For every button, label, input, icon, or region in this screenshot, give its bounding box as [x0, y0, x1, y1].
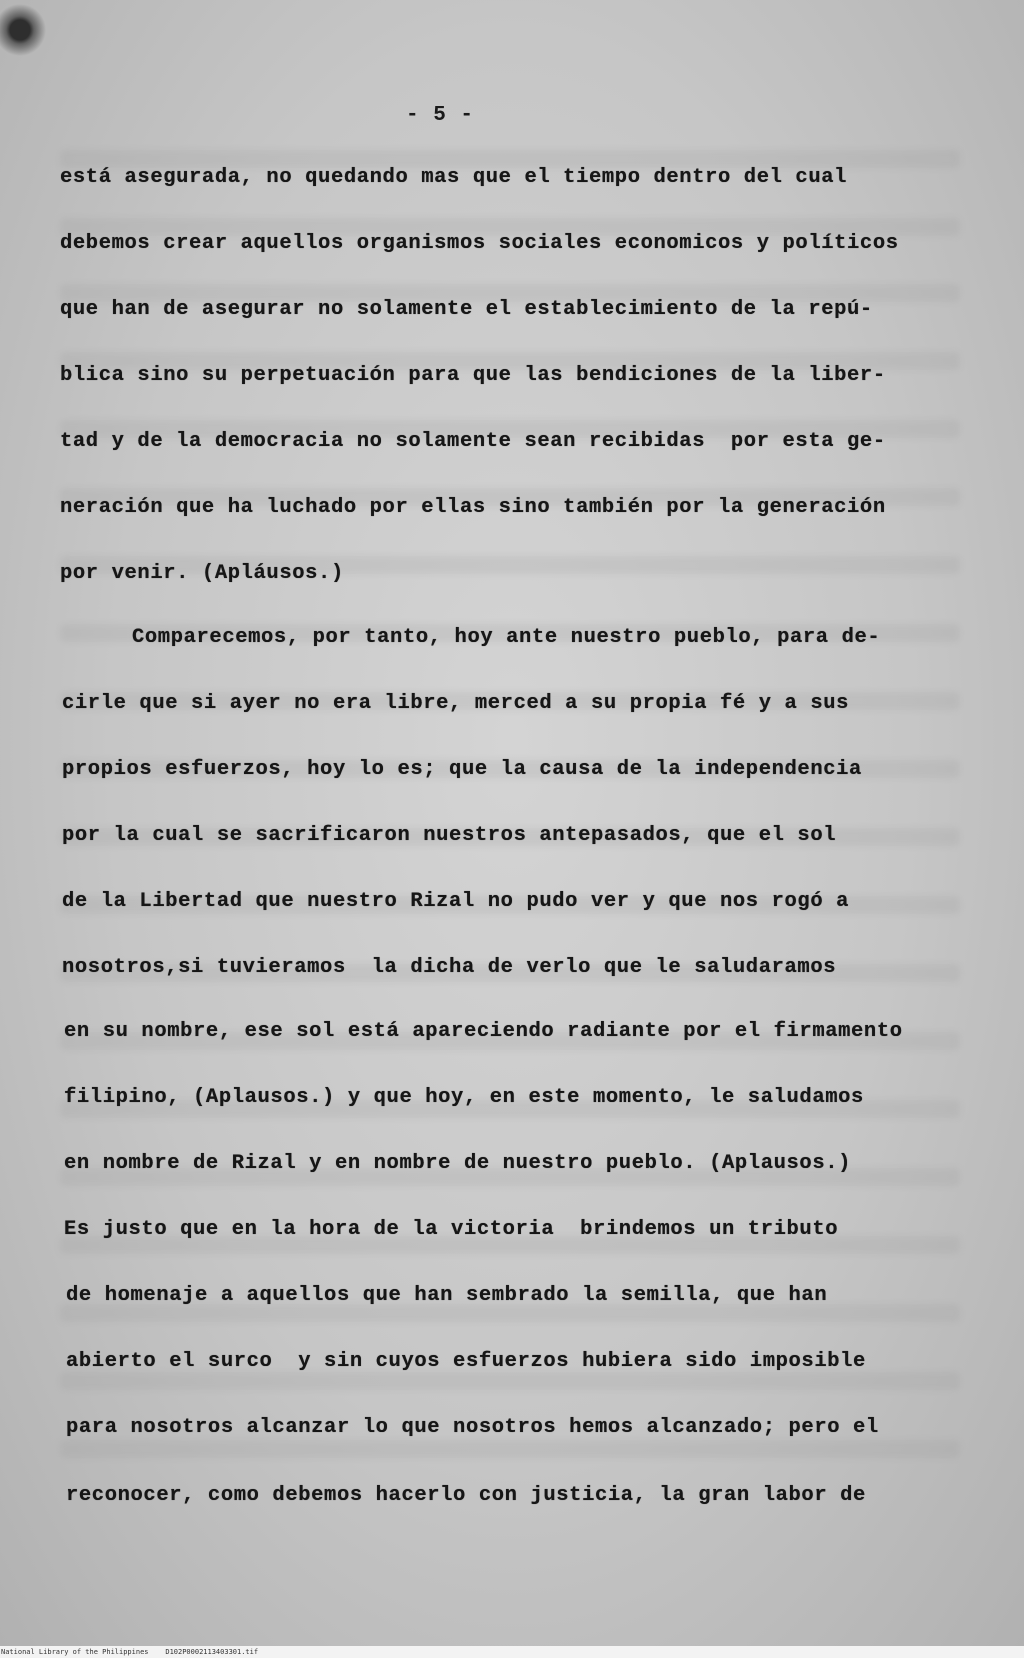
text-line: de homenaje a aquellos que han sembrado la semilla, que han — [66, 1284, 828, 1307]
bleed-through-text — [60, 1440, 960, 1458]
text-line: blica sino su perpetuación para que las bendiciones de la liber- — [60, 364, 886, 387]
text-line: Comparecemos, por tanto, hoy ante nuestro pueblo, para de- — [132, 626, 881, 649]
archive-footer: National Library of the Philippines D102P0002113403301.tif — [0, 1646, 1024, 1658]
text-line: que han de asegurar no solamente el establecimiento de la repú- — [60, 298, 873, 321]
text-line: por la cual se sacrificaron nuestros antepasados, que el sol — [62, 824, 837, 847]
text-line: filipino, (Aplausos.) y que hoy, en este momento, le saludamos — [64, 1086, 864, 1109]
text-line: debemos crear aquellos organismos sociales economicos y políticos — [60, 232, 899, 255]
page-number: - 5 - — [405, 104, 474, 127]
text-line: reconocer, como debemos hacerlo con justicia, la gran labor de — [66, 1484, 866, 1507]
bleed-through-text — [60, 1372, 960, 1390]
text-line: de la Libertad que nuestro Rizal no pudo ver y que nos rogó a — [62, 890, 850, 913]
text-line: en nombre de Rizal y en nombre de nuestro pueblo. (Aplausos.) — [64, 1152, 852, 1175]
text-line: cirle que si ayer no era libre, merced a su propia fé y a sus — [62, 692, 850, 715]
text-line: en su nombre, ese sol está apareciendo radiante por el firmamento — [64, 1020, 903, 1043]
text-line: por venir. (Apláusos.) — [60, 562, 344, 585]
text-line: nosotros,si tuvieramos la dicha de verlo que le saludaramos — [62, 956, 837, 979]
ink-smudge — [0, 0, 60, 70]
text-line: propios esfuerzos, hoy lo es; que la causa de la independencia — [62, 758, 862, 781]
text-line: tad y de la democracia no solamente sean recibidas por esta ge- — [60, 430, 886, 453]
text-line: abierto el surco y sin cuyos esfuerzos hubiera sido imposible — [66, 1350, 866, 1373]
text-line: Es justo que en la hora de la victoria brindemos un tributo — [64, 1218, 839, 1241]
text-line: para nosotros alcanzar lo que nosotros hemos alcanzado; pero el — [66, 1416, 879, 1439]
text-line: está asegurada, no quedando mas que el tiempo dentro del cual — [60, 166, 848, 189]
text-line: neración que ha luchado por ellas sino también por la generación — [60, 496, 886, 519]
